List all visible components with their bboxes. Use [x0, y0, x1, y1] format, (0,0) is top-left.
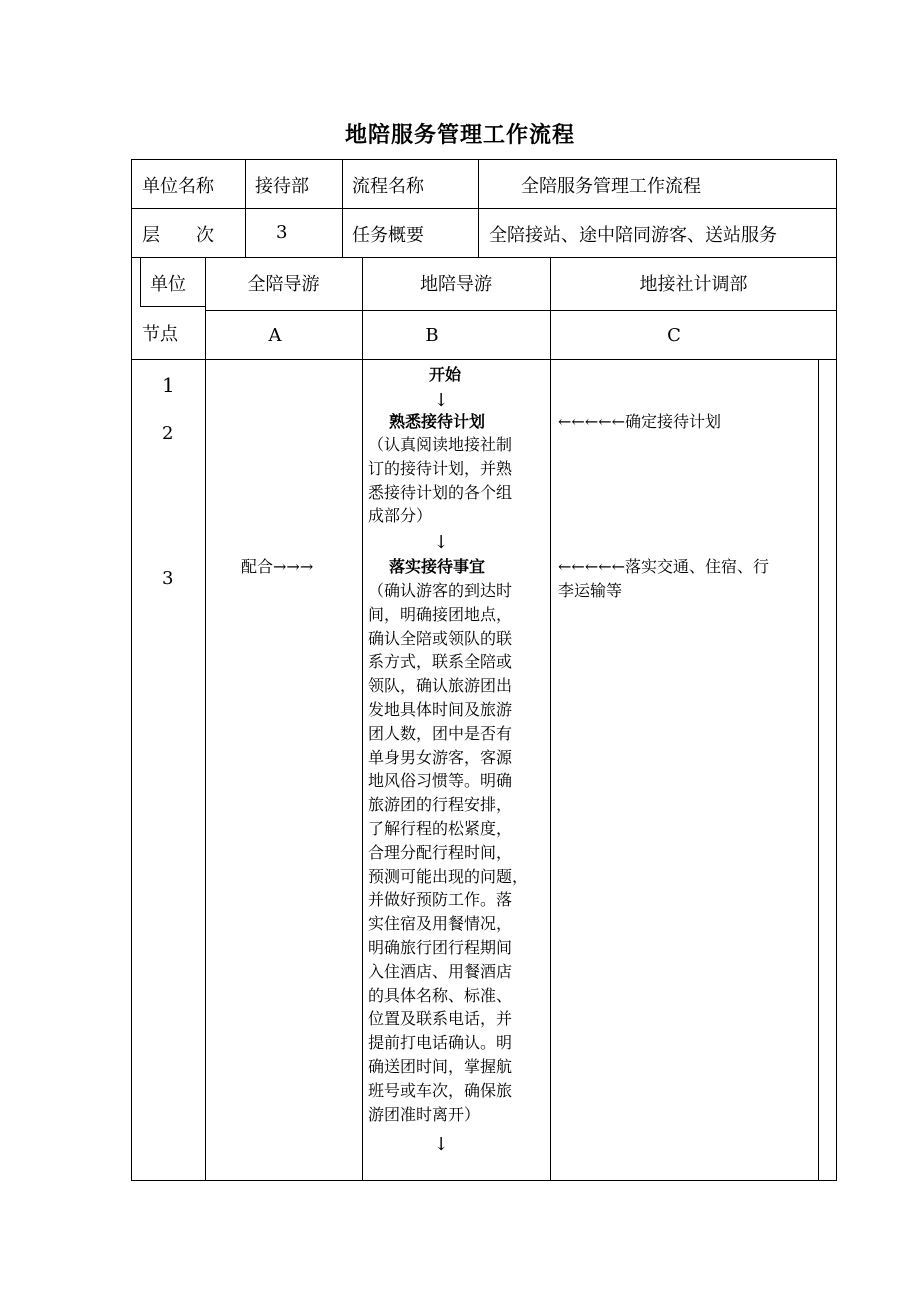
table-rule-v: [342, 159, 343, 258]
step2-description: （认真阅读地接社制 订的接待计划，并熟 悉接待计划的各个组 成部分）: [368, 435, 513, 526]
step3-description: （确认游客的到达时 间，明确接团地点， 确认全陪或领队的联 系方式，联系全陪或 领队，确认旅游团出 发地具体时间及旅游 团人数，团中是否有 单身男女游客，客源 地风俗习惯等。明确 旅游团的行程安排， 了解行程的松紧度， 合理分配行程时间， 预测可能出现的问题， 并做好预防工作。落 实住宿及用餐情况， 明确旅行团行程期间 入住酒店、用餐酒店 的具体名称、标准、 位置及联系电话，并 提前打电话确认。明 确送团时间，掌握航 班号或车次，确保旅 游团准时离开）: [368, 581, 529, 1124]
table-border-bottom: [131, 1180, 837, 1181]
table-border-top: [131, 159, 837, 160]
level-value: 3: [276, 222, 288, 243]
flow-start: 开始: [428, 365, 461, 384]
table-rule: [131, 208, 837, 209]
unit-label: 单位: [150, 274, 186, 295]
step2-title: 熟悉接待计划: [389, 412, 486, 431]
column-b-code: B: [425, 325, 439, 346]
unit-box-left: [140, 257, 141, 307]
unit-name-value: 接待部: [255, 176, 309, 197]
step3-title: 落实接待事宜: [389, 557, 486, 576]
unit-name-label: 单位名称: [142, 176, 214, 197]
process-name-value: 全陪服务管理工作流程: [521, 176, 701, 197]
level-label: 次: [196, 225, 214, 246]
node-number: 2: [162, 423, 174, 444]
process-name-label: 流程名称: [352, 176, 424, 197]
node-number: 3: [162, 568, 174, 589]
column-b-name: 地陪导游: [420, 274, 492, 295]
column-a-code: A: [268, 325, 282, 346]
table-border-right: [836, 159, 837, 1181]
task-summary-value: 全陪接站、途中陪同游客、送站服务: [489, 225, 777, 246]
arrow-down-icon: ↓: [433, 532, 449, 553]
c-step3-arrange-cont: 李运输等: [558, 581, 623, 600]
table-rule-v: [205, 257, 206, 1181]
table-border-left: [131, 159, 132, 1181]
c-step2-confirm-plan: ←←←←←确定接待计划: [558, 412, 722, 431]
table-rule-v: [550, 257, 551, 1181]
table-rule: [131, 257, 837, 258]
level-label: 层: [142, 225, 160, 246]
table-rule: [205, 310, 837, 311]
node-number: 1: [162, 373, 175, 397]
unit-box-bottom: [140, 306, 205, 307]
a-step3-cooperate: 配合→→→: [241, 557, 314, 576]
node-label: 节点: [142, 324, 178, 345]
page-title: 地陪服务管理工作流程: [344, 123, 575, 148]
table-rule-v: [818, 359, 819, 1181]
c-step3-arrange: ←←←←←落实交通、住宿、行: [558, 557, 770, 576]
task-summary-label: 任务概要: [352, 225, 424, 246]
table-rule: [131, 359, 837, 360]
table-rule-v: [478, 159, 479, 258]
column-c-code: C: [667, 325, 681, 346]
column-c-name: 地接社计调部: [639, 274, 748, 295]
arrow-down-icon: ↓: [433, 1134, 449, 1155]
arrow-down-icon: ↓: [433, 390, 449, 411]
table-rule-v: [245, 159, 246, 258]
column-a-name: 全陪导游: [247, 274, 320, 295]
